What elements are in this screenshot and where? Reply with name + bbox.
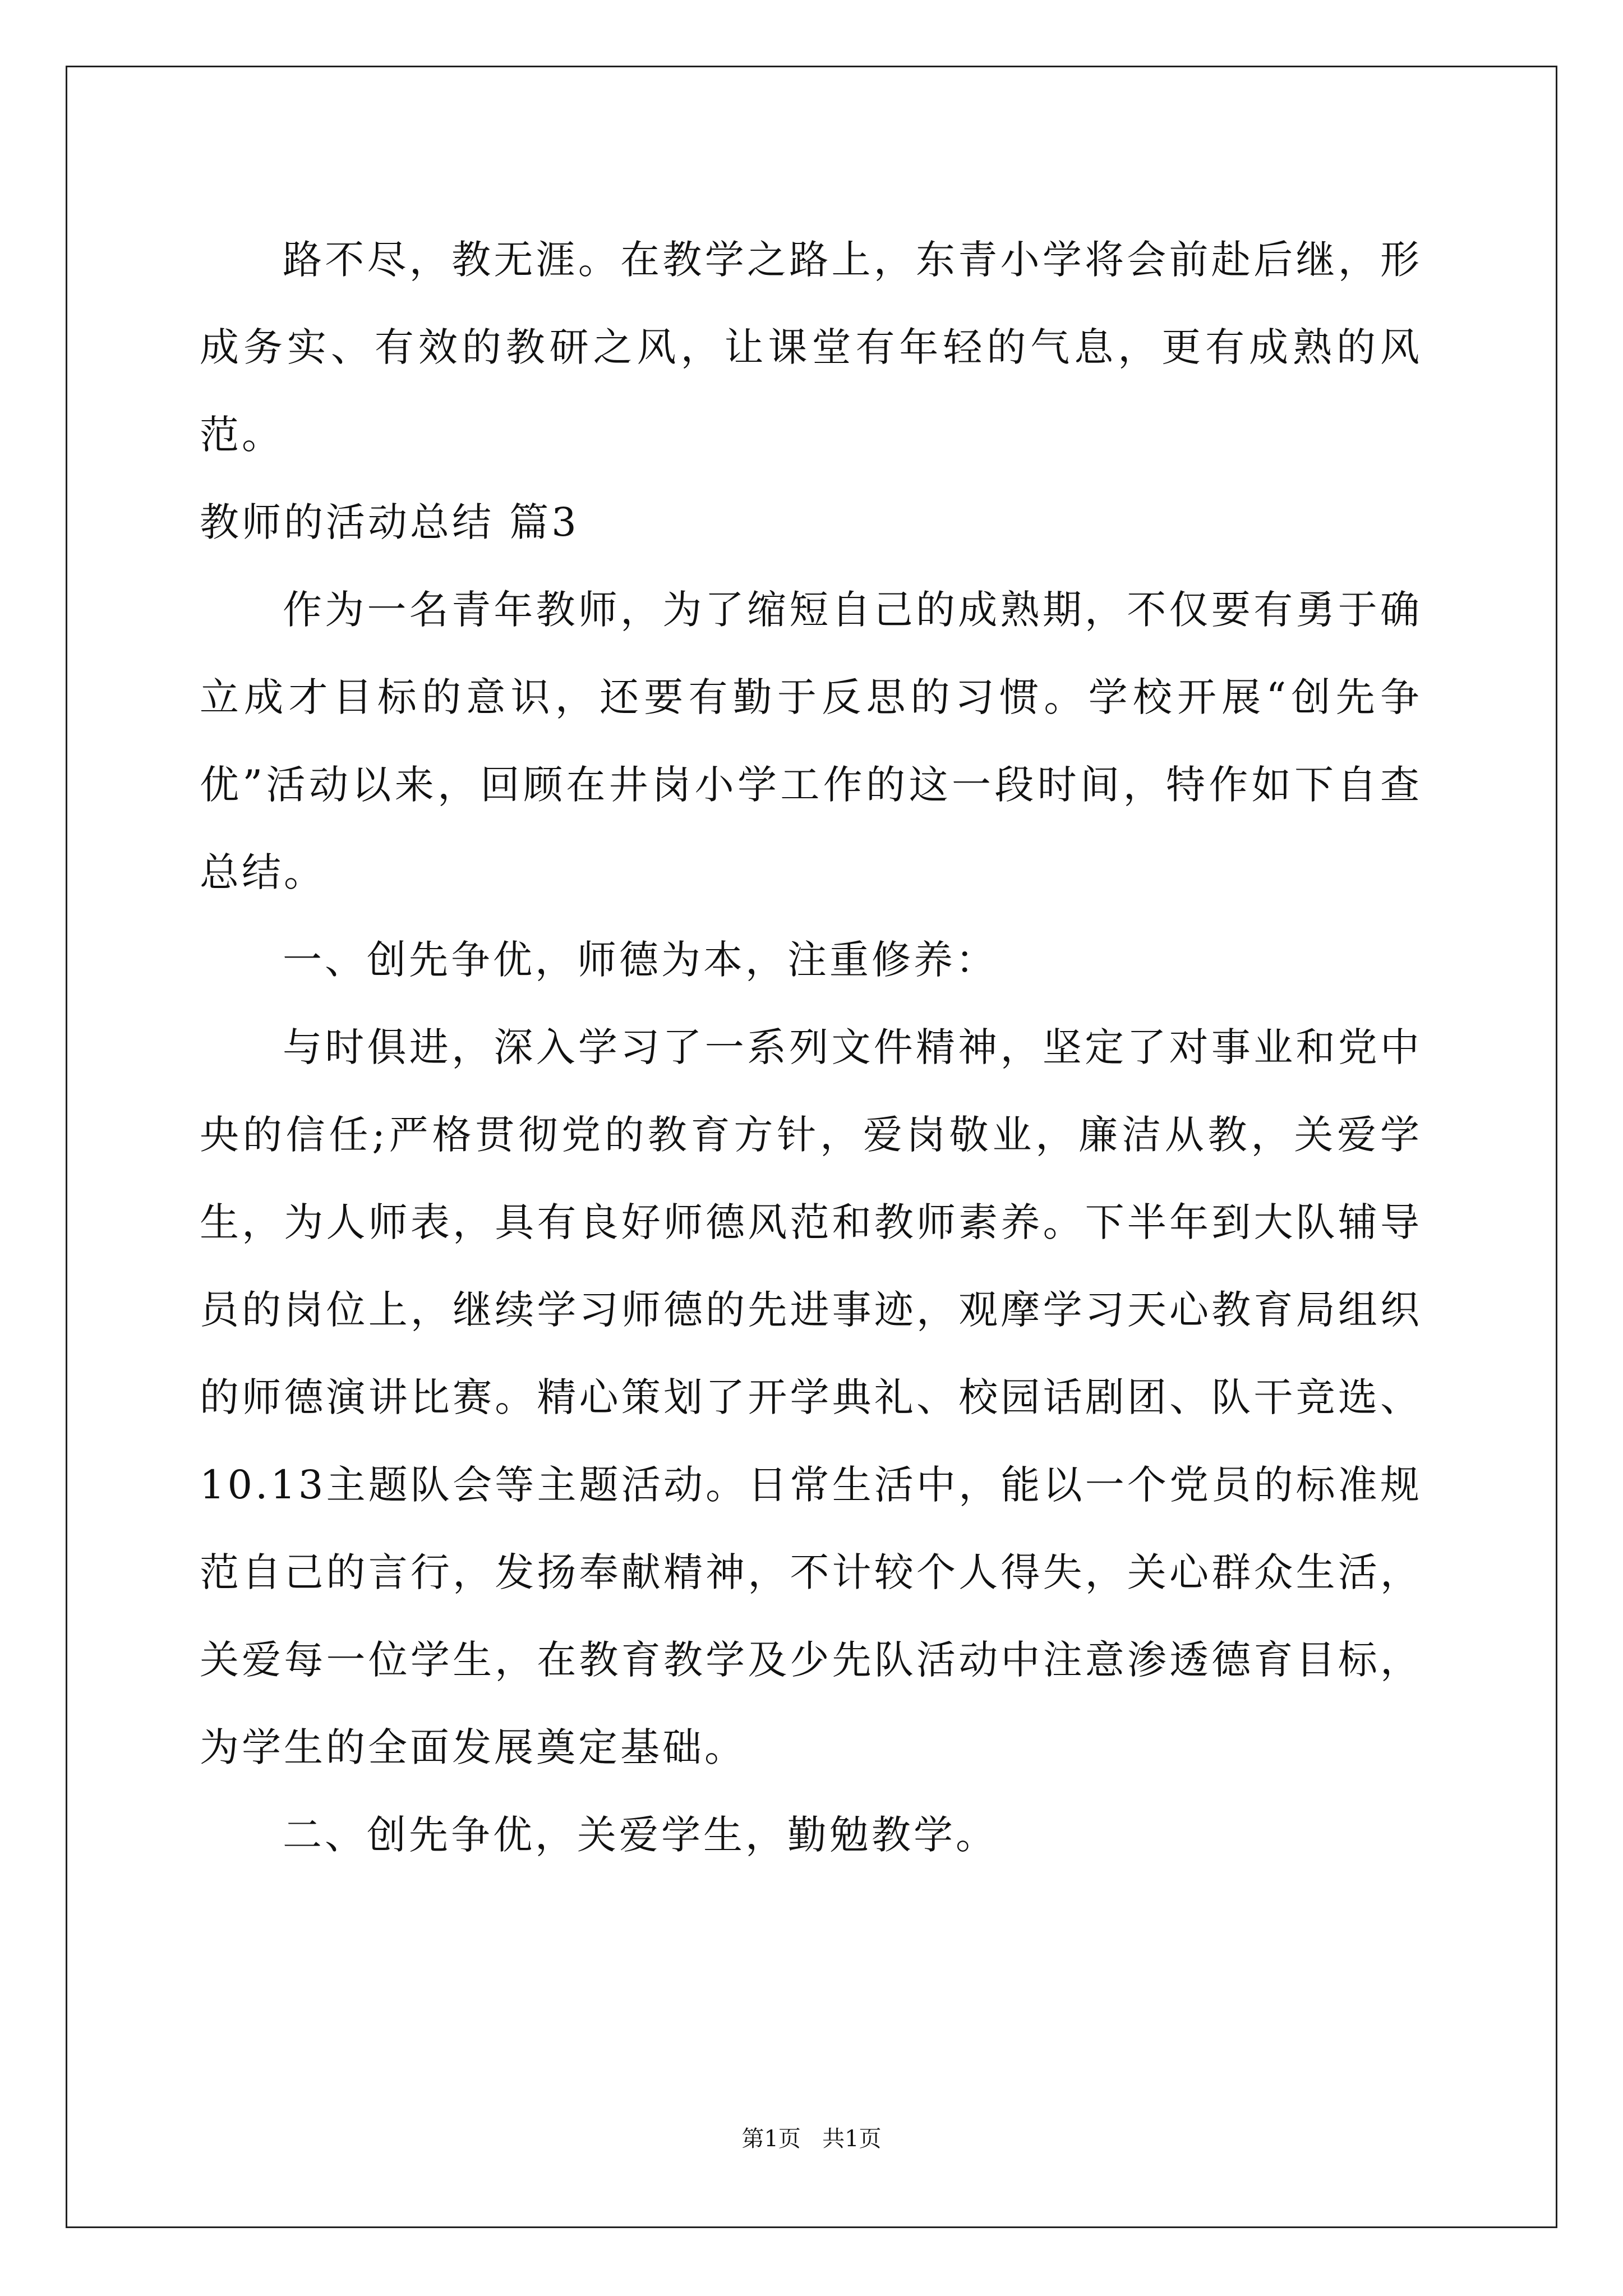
paragraph-intro: 作为一名青年教师，为了缩短自己的成熟期，不仅要有勇于确立成才目标的意识，还要有勤于反思的习惯。学校开展“创先争优”活动以来，回顾在井岗小学工作的这一段时间，特作如下自查总结。 xyxy=(200,587,1422,895)
paragraph-ethics: 与时俱进，深入学习了一系列文件精神，坚定了对事业和党中央的信任;严格贯彻党的教育方针，爱岗敬业，廉洁从教，关爱学生，为人师表，具有良好师德风范和教师素养。下半年到大队辅导员的岗位上，继续学习师德的先进事迹，观摩学习天心教育局组织的师德演讲比赛。精心策划了开学典礼、校园话剧团、队干竞选、10.13主题队会等主题活动。日常生活中，能以一个党员的标准规范自己的言行，发扬奉献精神，不计较个人得失，关心群众生活，关爱每一位学生，在教育教学及少先队活动中注意渗透德育目标，为学生的全面发展奠定基础。 xyxy=(200,1024,1422,1770)
subheading-two: 二、创先争优，关爱学生，勤勉教学。 xyxy=(283,1812,998,1858)
subheading-one: 一、创先争优，师德为本，注重修养： xyxy=(283,937,998,983)
section-heading: 教师的活动总结 篇3 xyxy=(200,499,579,545)
page-total: 共1页 xyxy=(822,2126,882,2152)
paragraph-closing-remark: 路不尽，教无涯。在教学之路上，东青小学将会前赴后继，形成务实、有效的教研之风，让课堂有年轻的气息，更有成熟的风范。 xyxy=(200,237,1422,458)
document-body xyxy=(200,216,1422,1879)
page-number: 第1页 xyxy=(741,2126,801,2152)
page-footer xyxy=(0,2125,1623,2153)
